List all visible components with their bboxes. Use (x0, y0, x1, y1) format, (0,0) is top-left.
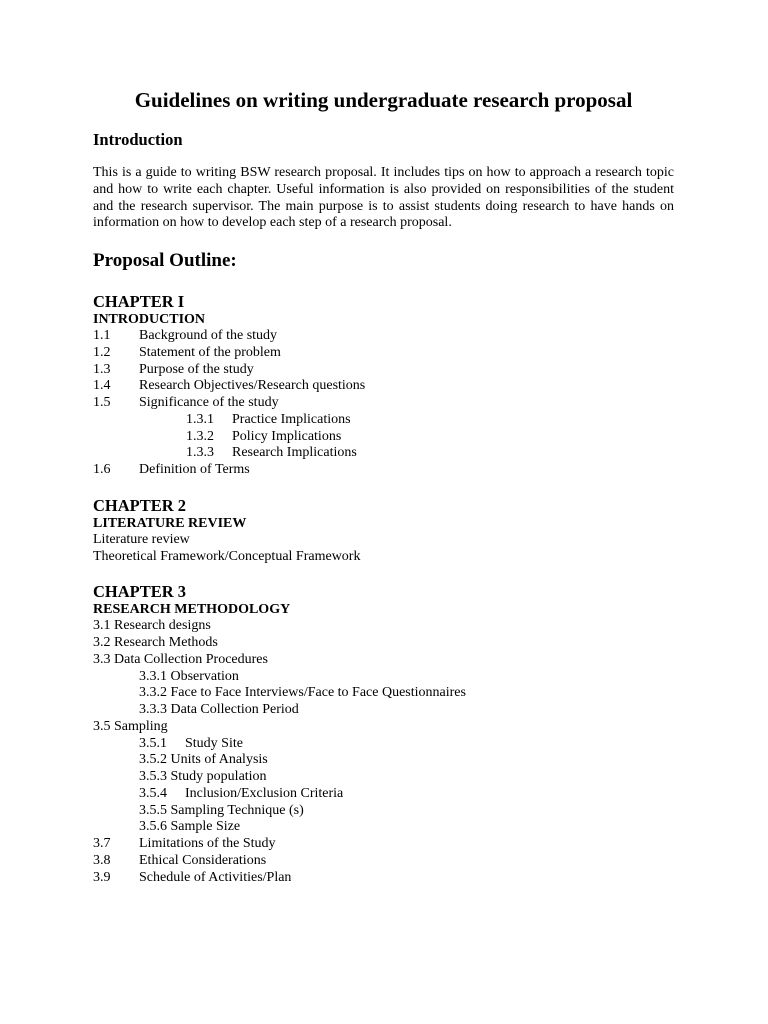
chapter-1-subtitle: INTRODUCTION (93, 312, 206, 328)
outline-item-number: 1.4 (93, 378, 111, 394)
outline-item (93, 870, 674, 887)
outline-subitem (93, 702, 674, 719)
outline-item (93, 362, 674, 379)
outline-subitem (93, 736, 674, 753)
outline-item (93, 719, 674, 736)
outline-subitem-text: Policy Implications (232, 428, 342, 444)
introduction-paragraph: This is a guide to writing BSW research proposal. It includes tips on how to approach a research topic and how to write each chapter. Useful information is also provided on responsibilities of the student and the research supervisor. The main purpose is to assist students doing research to have hands on information on how to develop each step of a research proposal. (93, 165, 674, 231)
outline-item (93, 549, 674, 566)
outline-item-number: 1.6 (93, 462, 111, 478)
outline-item-number: 3.9 (93, 869, 111, 885)
outline-item-text: Definition of Terms (139, 462, 250, 478)
outline-item-text: 3.5 Sampling (93, 718, 168, 734)
outline-subitem-number: 1.3.2 (186, 428, 214, 444)
outline-subitem-number: 3.5.1 (139, 735, 167, 751)
outline-item-text: Significance of the study (139, 395, 279, 411)
outline-item-text: 3.1 Research designs (93, 618, 211, 634)
outline-subitem (93, 685, 674, 702)
chapter-1-title: CHAPTER I (93, 292, 185, 312)
document-page (93, 86, 674, 886)
outline-item-text: Background of the study (139, 328, 278, 344)
outline-item-number: 3.8 (93, 852, 111, 868)
chapter-1-section (93, 292, 674, 479)
outline-subitem-text: 3.3.2 Face to Face Interviews/Face to Face Questionnaires (139, 685, 466, 701)
outline-subitem-text: 3.3.1 Observation (139, 668, 239, 684)
outline-item-number: 1.3 (93, 361, 111, 377)
outline-subitem (93, 669, 674, 686)
outline-subitem-number: 3.5.4 (139, 785, 167, 801)
outline-subitem-text: 3.5.2 Units of Analysis (139, 752, 268, 768)
outline-item-text: Research Objectives/Research questions (139, 378, 366, 394)
outline-item-text: 3.2 Research Methods (93, 635, 218, 651)
outline-item (93, 462, 674, 479)
outline-item (93, 635, 674, 652)
outline-item-text: Ethical Considerations (139, 852, 267, 868)
outline-item (93, 378, 674, 395)
outline-subitem (93, 412, 674, 429)
outline-item (93, 652, 674, 669)
document-title: Guidelines on writing undergraduate research proposal (134, 88, 633, 112)
outline-subitem-number: 1.3.1 (186, 411, 214, 427)
outline-item-text: Literature review (93, 531, 190, 547)
introduction-heading: Introduction (93, 130, 183, 149)
outline-item-text: Schedule of Activities/Plan (139, 869, 292, 885)
outline-subitem (93, 786, 674, 803)
outline-subitem (93, 819, 674, 836)
outline-item (93, 345, 674, 362)
outline-item-text: Purpose of the study (139, 361, 254, 377)
chapter-2-section (93, 496, 674, 566)
outline-item-number: 1.2 (93, 344, 111, 360)
chapter-2-title: CHAPTER 2 (93, 495, 187, 515)
outline-subitem (93, 752, 674, 769)
outline-item (93, 853, 674, 870)
outline-subitem-text: 3.3.3 Data Collection Period (139, 702, 299, 718)
outline-subitem (93, 803, 674, 820)
chapter-3-subtitle: RESEARCH METHODOLOGY (93, 602, 291, 618)
outline-subitem-number: 1.3.3 (186, 445, 214, 461)
outline-item-number: 1.1 (93, 328, 111, 344)
outline-subitem-text: 3.5.5 Sampling Technique (s) (139, 802, 304, 818)
outline-item-text: 3.3 Data Collection Procedures (93, 651, 268, 667)
outline-item (93, 328, 674, 345)
outline-subitem (93, 769, 674, 786)
outline-item-number: 3.7 (93, 836, 111, 852)
outline-item-text: Statement of the problem (139, 344, 281, 360)
chapter-3-section (93, 582, 674, 886)
outline-subitem-text: Study Site (185, 735, 243, 751)
outline-item-number: 1.5 (93, 395, 111, 411)
proposal-outline-heading: Proposal Outline: (93, 250, 237, 272)
outline-subitem (93, 429, 674, 446)
outline-subitem-text: Practice Implications (232, 411, 351, 427)
outline-subitem-text: Research Implications (232, 445, 357, 461)
outline-item (93, 395, 674, 412)
outline-subitem-text: 3.5.6 Sample Size (139, 819, 241, 835)
outline-item-text: Limitations of the Study (139, 836, 276, 852)
outline-item-text: Theoretical Framework/Conceptual Framework (93, 548, 361, 564)
outline-subitem (93, 445, 674, 462)
outline-subitem-text: 3.5.3 Study population (139, 769, 267, 785)
chapter-3-title: CHAPTER 3 (93, 582, 187, 602)
outline-item (93, 532, 674, 549)
chapter-2-subtitle: LITERATURE REVIEW (93, 515, 247, 531)
outline-item (93, 618, 674, 635)
outline-subitem-text: Inclusion/Exclusion Criteria (185, 785, 344, 801)
outline-item (93, 836, 674, 853)
